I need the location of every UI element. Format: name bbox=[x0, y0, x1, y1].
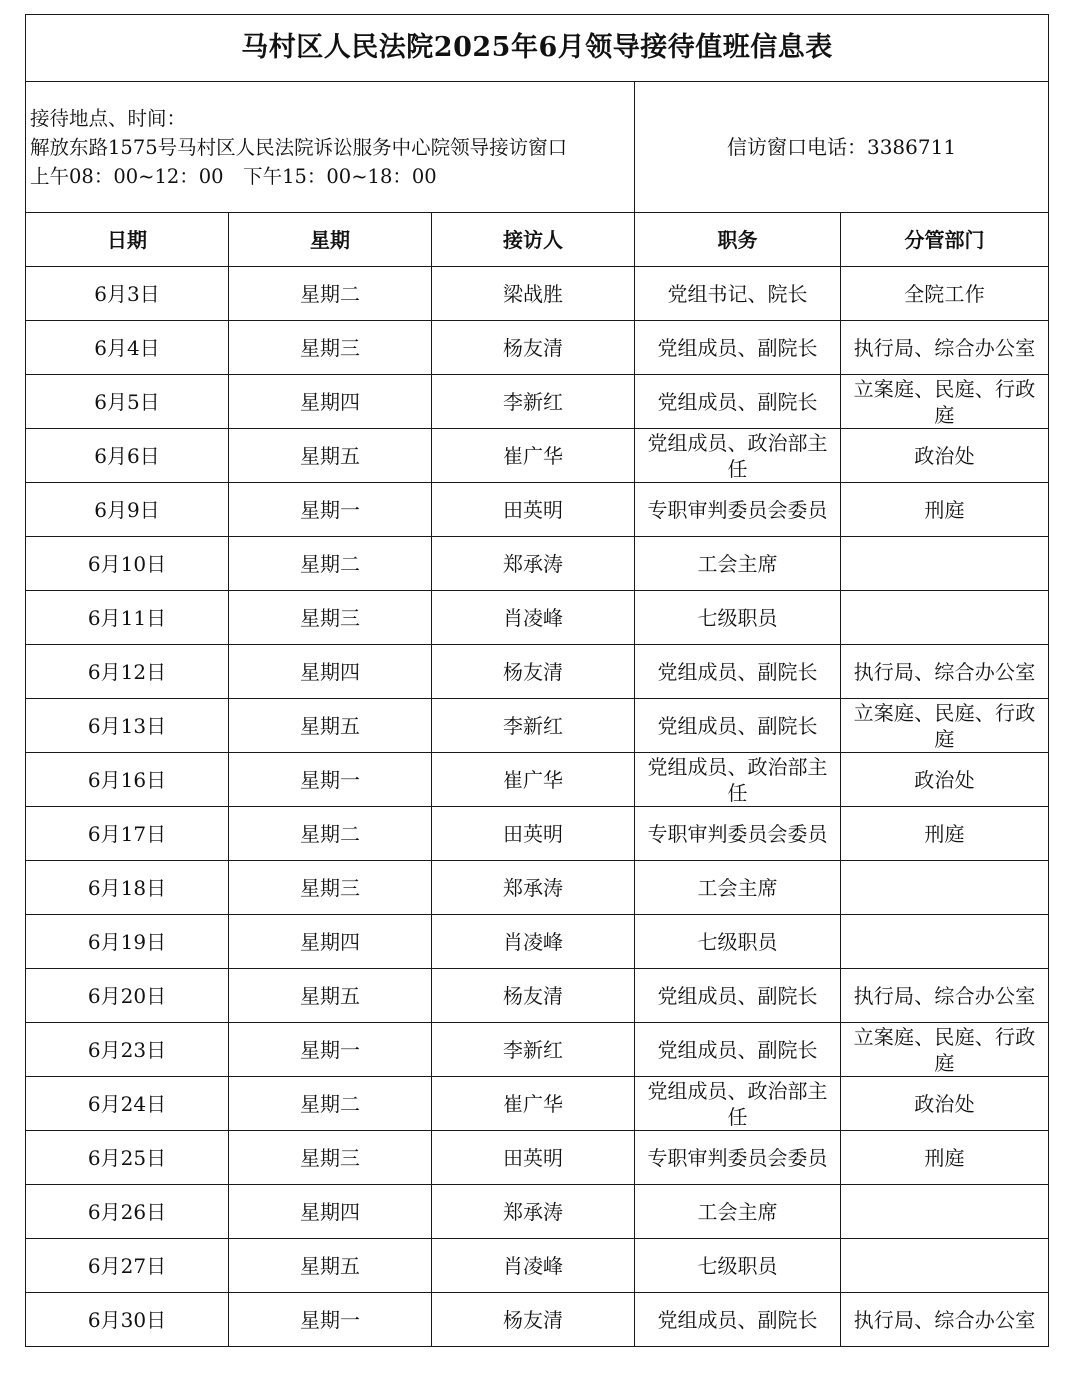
table-row bbox=[26, 267, 1049, 321]
position-cell: 党组成员、副院长 bbox=[635, 699, 841, 753]
date-cell: 6月12日 bbox=[26, 645, 229, 699]
table-row bbox=[26, 429, 1049, 483]
weekday-cell: 星期四 bbox=[229, 1185, 432, 1239]
weekday-cell: 星期二 bbox=[229, 1077, 432, 1131]
position-cell: 党组成员、副院长 bbox=[635, 321, 841, 375]
date-cell: 6月30日 bbox=[26, 1293, 229, 1347]
weekday-cell: 星期五 bbox=[229, 429, 432, 483]
weekday-cell: 星期三 bbox=[229, 321, 432, 375]
reception-label: 接待地点、时间： bbox=[30, 106, 187, 130]
person-cell: 杨友清 bbox=[432, 321, 635, 375]
person-cell: 田英明 bbox=[432, 1131, 635, 1185]
weekday-cell: 星期四 bbox=[229, 375, 432, 429]
position-cell: 党组成员、政治部主任 bbox=[635, 753, 841, 807]
dept-cell: 执行局、综合办公室 bbox=[841, 645, 1049, 699]
weekday-cell: 星期二 bbox=[229, 807, 432, 861]
table-row bbox=[26, 375, 1049, 429]
date-cell: 6月4日 bbox=[26, 321, 229, 375]
table-row bbox=[26, 591, 1049, 645]
date-cell: 6月16日 bbox=[26, 753, 229, 807]
table-row bbox=[26, 1185, 1049, 1239]
dept-cell bbox=[841, 591, 1049, 645]
position-cell: 工会主席 bbox=[635, 1185, 841, 1239]
dept-cell: 立案庭、民庭、行政庭 bbox=[841, 1023, 1049, 1077]
table-row bbox=[26, 807, 1049, 861]
person-cell: 肖凌峰 bbox=[432, 591, 635, 645]
person-cell: 李新红 bbox=[432, 1023, 635, 1077]
dept-cell: 执行局、综合办公室 bbox=[841, 1293, 1049, 1347]
table-row bbox=[26, 1293, 1049, 1347]
position-cell: 党组成员、政治部主任 bbox=[635, 1077, 841, 1131]
dept-cell bbox=[841, 915, 1049, 969]
table-row bbox=[26, 753, 1049, 807]
weekday-cell: 星期一 bbox=[229, 753, 432, 807]
date-cell: 6月6日 bbox=[26, 429, 229, 483]
date-cell: 6月18日 bbox=[26, 861, 229, 915]
column-header-dept: 分管部门 bbox=[841, 213, 1049, 267]
person-cell: 郑承涛 bbox=[432, 861, 635, 915]
position-cell: 党组书记、院长 bbox=[635, 267, 841, 321]
table-row bbox=[26, 1077, 1049, 1131]
person-cell: 杨友清 bbox=[432, 645, 635, 699]
table-row bbox=[26, 1131, 1049, 1185]
date-cell: 6月3日 bbox=[26, 267, 229, 321]
dept-cell: 政治处 bbox=[841, 753, 1049, 807]
column-header-date: 日期 bbox=[26, 213, 229, 267]
info-row bbox=[26, 82, 1049, 213]
position-cell: 党组成员、副院长 bbox=[635, 375, 841, 429]
position-cell: 七级职员 bbox=[635, 591, 841, 645]
dept-cell: 执行局、综合办公室 bbox=[841, 969, 1049, 1023]
person-cell: 田英明 bbox=[432, 807, 635, 861]
weekday-cell: 星期三 bbox=[229, 1131, 432, 1185]
date-cell: 6月17日 bbox=[26, 807, 229, 861]
column-header-weekday: 星期 bbox=[229, 213, 432, 267]
dept-cell: 刑庭 bbox=[841, 1131, 1049, 1185]
duty-schedule-sheet bbox=[25, 14, 1049, 1347]
person-cell: 梁战胜 bbox=[432, 267, 635, 321]
table-row bbox=[26, 645, 1049, 699]
weekday-cell: 星期二 bbox=[229, 537, 432, 591]
position-cell: 工会主席 bbox=[635, 537, 841, 591]
table-row bbox=[26, 1239, 1049, 1293]
weekday-cell: 星期四 bbox=[229, 645, 432, 699]
weekday-cell: 星期一 bbox=[229, 1293, 432, 1347]
weekday-cell: 星期一 bbox=[229, 1023, 432, 1077]
dept-cell: 政治处 bbox=[841, 429, 1049, 483]
position-cell: 党组成员、政治部主任 bbox=[635, 429, 841, 483]
date-cell: 6月24日 bbox=[26, 1077, 229, 1131]
weekday-cell: 星期四 bbox=[229, 915, 432, 969]
position-cell: 党组成员、副院长 bbox=[635, 1023, 841, 1077]
petition-phone: 信访窗口电话：3386711 bbox=[635, 82, 1049, 213]
table-row bbox=[26, 483, 1049, 537]
weekday-cell: 星期二 bbox=[229, 267, 432, 321]
weekday-cell: 星期三 bbox=[229, 591, 432, 645]
date-cell: 6月19日 bbox=[26, 915, 229, 969]
person-cell: 肖凌峰 bbox=[432, 915, 635, 969]
person-cell: 田英明 bbox=[432, 483, 635, 537]
date-cell: 6月23日 bbox=[26, 1023, 229, 1077]
dept-cell: 刑庭 bbox=[841, 483, 1049, 537]
column-header-position: 职务 bbox=[635, 213, 841, 267]
date-cell: 6月26日 bbox=[26, 1185, 229, 1239]
person-cell: 杨友清 bbox=[432, 969, 635, 1023]
position-cell: 党组成员、副院长 bbox=[635, 645, 841, 699]
reception-info bbox=[26, 82, 635, 213]
weekday-cell: 星期一 bbox=[229, 483, 432, 537]
date-cell: 6月13日 bbox=[26, 699, 229, 753]
date-cell: 6月9日 bbox=[26, 483, 229, 537]
dept-cell bbox=[841, 1239, 1049, 1293]
position-cell: 七级职员 bbox=[635, 915, 841, 969]
weekday-cell: 星期五 bbox=[229, 1239, 432, 1293]
dept-cell bbox=[841, 1185, 1049, 1239]
person-cell: 肖凌峰 bbox=[432, 1239, 635, 1293]
position-cell: 七级职员 bbox=[635, 1239, 841, 1293]
position-cell: 专职审判委员会委员 bbox=[635, 1131, 841, 1185]
date-cell: 6月11日 bbox=[26, 591, 229, 645]
position-cell: 工会主席 bbox=[635, 861, 841, 915]
document-title: 马村区人民法院2025年6月领导接待值班信息表 bbox=[26, 15, 1049, 82]
reception-address: 解放东路1575号马村区人民法院诉讼服务中心院领导接访窗口 bbox=[30, 135, 568, 159]
header-row bbox=[26, 213, 1049, 267]
weekday-cell: 星期五 bbox=[229, 969, 432, 1023]
dept-cell: 立案庭、民庭、行政庭 bbox=[841, 699, 1049, 753]
weekday-cell: 星期三 bbox=[229, 861, 432, 915]
date-cell: 6月20日 bbox=[26, 969, 229, 1023]
person-cell: 杨友清 bbox=[432, 1293, 635, 1347]
table-row bbox=[26, 915, 1049, 969]
dept-cell: 政治处 bbox=[841, 1077, 1049, 1131]
person-cell: 李新红 bbox=[432, 699, 635, 753]
position-cell: 党组成员、副院长 bbox=[635, 969, 841, 1023]
person-cell: 郑承涛 bbox=[432, 1185, 635, 1239]
weekday-cell: 星期五 bbox=[229, 699, 432, 753]
position-cell: 党组成员、副院长 bbox=[635, 1293, 841, 1347]
person-cell: 李新红 bbox=[432, 375, 635, 429]
dept-cell: 全院工作 bbox=[841, 267, 1049, 321]
date-cell: 6月5日 bbox=[26, 375, 229, 429]
dept-cell: 执行局、综合办公室 bbox=[841, 321, 1049, 375]
table-row bbox=[26, 699, 1049, 753]
table-row bbox=[26, 861, 1049, 915]
dept-cell: 刑庭 bbox=[841, 807, 1049, 861]
person-cell: 崔广华 bbox=[432, 429, 635, 483]
person-cell: 崔广华 bbox=[432, 753, 635, 807]
person-cell: 崔广华 bbox=[432, 1077, 635, 1131]
dept-cell bbox=[841, 537, 1049, 591]
table-row bbox=[26, 321, 1049, 375]
position-cell: 专职审判委员会委员 bbox=[635, 807, 841, 861]
table-row bbox=[26, 1023, 1049, 1077]
table-row bbox=[26, 969, 1049, 1023]
dept-cell: 立案庭、民庭、行政庭 bbox=[841, 375, 1049, 429]
date-cell: 6月27日 bbox=[26, 1239, 229, 1293]
title-row bbox=[26, 15, 1049, 82]
duty-schedule-table bbox=[25, 14, 1049, 1347]
reception-hours: 上午08：00~12：00 下午15：00~18：00 bbox=[30, 164, 437, 188]
position-cell: 专职审判委员会委员 bbox=[635, 483, 841, 537]
table-row bbox=[26, 537, 1049, 591]
person-cell: 郑承涛 bbox=[432, 537, 635, 591]
dept-cell bbox=[841, 861, 1049, 915]
date-cell: 6月25日 bbox=[26, 1131, 229, 1185]
column-header-person: 接访人 bbox=[432, 213, 635, 267]
date-cell: 6月10日 bbox=[26, 537, 229, 591]
